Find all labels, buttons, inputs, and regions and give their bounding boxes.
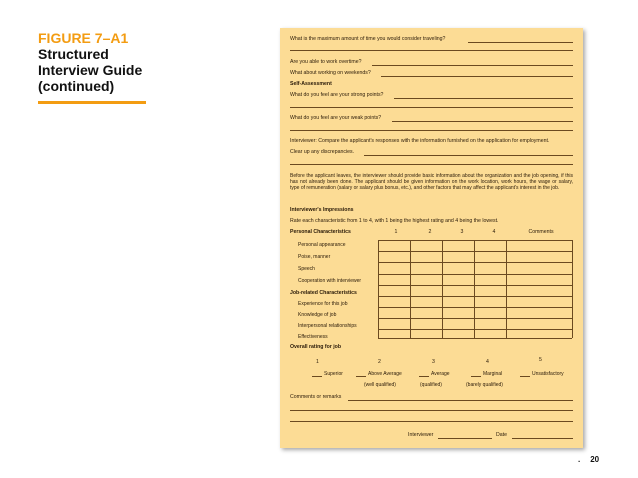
interviewer-label: Interviewer: [408, 432, 434, 438]
comments-line-3[interactable]: [290, 421, 573, 422]
answer-line-weak[interactable]: [392, 121, 573, 122]
comments-label: Comments or remarks: [290, 394, 342, 400]
comments-line-2[interactable]: [290, 410, 573, 411]
figure-subtitle-line-2: Interview Guide: [38, 62, 143, 78]
date-label: Date: [496, 432, 507, 438]
answer-line-strong[interactable]: [394, 98, 573, 99]
rating-sub-well-qualified: (well qualified): [364, 382, 396, 388]
rating-option-average[interactable]: Average: [419, 371, 450, 377]
rating-number-3: 3: [432, 359, 435, 365]
column-header-3: 3: [460, 229, 464, 235]
interviewer-compare-note: Interviewer: Compare the applicant's responses with the information furnished on the application for employment.: [290, 138, 550, 144]
row-personal-appearance: Personal appearance: [298, 242, 346, 248]
figure-subtitle-line-1: Structured: [38, 46, 109, 62]
rating-number-5: 5: [539, 357, 542, 363]
answer-line-discrepancies[interactable]: [364, 155, 573, 156]
rating-number-2: 2: [378, 359, 381, 365]
row-knowledge: Knowledge of job: [298, 312, 337, 318]
question-strong-points: What do you feel are your strong points?: [290, 92, 384, 98]
rating-number-4: 4: [486, 359, 489, 365]
row-cooperation: Cooperation with interviewer: [298, 278, 362, 284]
rating-option-marginal[interactable]: Marginal: [471, 371, 502, 377]
rating-option-unsatisfactory[interactable]: Unsatisfactory: [520, 371, 564, 377]
rating-option-above-average[interactable]: Above Average: [356, 371, 402, 377]
self-assessment-heading: Self-Assessment: [290, 81, 332, 87]
rating-sub-barely-qualified: (barely qualified): [466, 382, 503, 388]
rating-number-1: 1: [316, 359, 319, 365]
answer-line-strong-2[interactable]: [290, 107, 573, 108]
personal-characteristics-heading: Personal Characteristics: [290, 229, 351, 235]
question-travel: What is the maximum amount of time you would consider traveling?: [290, 36, 446, 42]
date-line[interactable]: [512, 438, 573, 439]
column-header-comments: Comments: [528, 229, 554, 235]
comments-line-1[interactable]: [348, 400, 573, 401]
row-poise-manner: Poise, manner: [298, 254, 331, 260]
figure-underline: [38, 101, 146, 104]
rating-option-superior[interactable]: Superior: [312, 371, 343, 377]
ratings-grid: [378, 232, 572, 338]
answer-line-travel-2[interactable]: [290, 50, 573, 51]
impressions-heading: Interviewer's Impressions: [290, 207, 354, 213]
figure-subtitle-line-3: (continued): [38, 78, 115, 94]
answer-line-discrepancies-2[interactable]: [290, 164, 573, 165]
interviewer-signature-line[interactable]: [438, 438, 492, 439]
overall-rating-heading: Overall rating for job: [290, 344, 342, 350]
row-interpersonal: Interpersonal relationships: [298, 323, 357, 329]
row-experience: Experience for this job: [298, 301, 348, 307]
question-overtime: Are you able to work overtime?: [290, 59, 362, 65]
closing-instructions: Before the applicant leaves, the interviewer should provide basic information about the organization and the job opening, if this has not already been done. The applicant should be given information on the work location, work hours, the wage or salary, type of remuneration (salary or salary plus bonus, etc.), and other factors that may affect the applicant's interest in the job.: [290, 173, 573, 191]
row-effectiveness: Effectiveness: [298, 334, 328, 340]
page-marker: .: [578, 455, 581, 464]
rating-sub-qualified: (qualified): [420, 382, 442, 388]
answer-line-travel[interactable]: [468, 42, 573, 43]
interview-form: [280, 28, 583, 448]
answer-line-weekends[interactable]: [381, 76, 573, 77]
question-weekends: What about working on weekends?: [290, 70, 371, 76]
column-header-4: 4: [492, 229, 496, 235]
page-number-value: 20: [590, 455, 600, 464]
figure-title: FIGURE 7–A1: [38, 30, 129, 46]
question-weak-points: What do you feel are your weak points?: [290, 115, 382, 121]
job-related-heading: Job-related Characteristics: [290, 290, 357, 296]
figure-label: [38, 30, 168, 94]
row-speech: Speech: [298, 266, 315, 272]
question-discrepancies: Clear up any discrepancies.: [290, 149, 355, 155]
column-header-2: 2: [428, 229, 432, 235]
answer-line-overtime[interactable]: [372, 65, 573, 66]
rating-instruction: Rate each characteristic from 1 to 4, with 1 being the highest rating and 4 being the lowest.: [290, 218, 499, 224]
page-number: [578, 455, 599, 464]
column-header-1: 1: [394, 229, 398, 235]
answer-line-weak-2[interactable]: [290, 130, 573, 131]
